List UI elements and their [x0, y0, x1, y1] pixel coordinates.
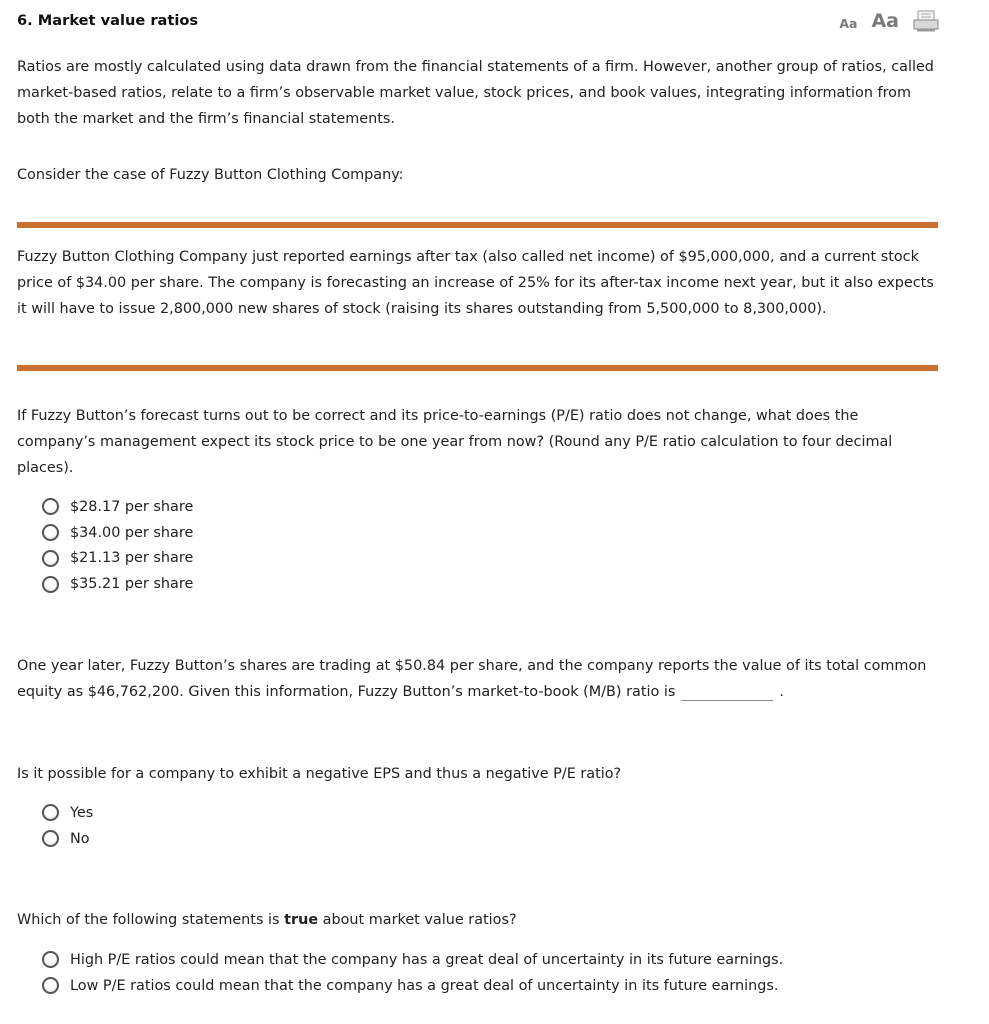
radio-button[interactable]	[42, 576, 59, 593]
question1-options	[42, 494, 193, 597]
option-label: $21.13 per share	[70, 550, 194, 567]
question2-text-before: One year later, Fuzzy Button’s shares are trading at $50.84 per share, and the company reports the value of its total common equity as $46,762,200. Given this information, Fuzzy Button’s market-to-book (M/B) ratio is	[17, 658, 927, 700]
radio-button[interactable]	[42, 524, 59, 541]
question4-options	[42, 947, 783, 999]
question-title: 6. Market value ratios	[17, 12, 199, 29]
question1-text: If Fuzzy Button’s forecast turns out to be correct and its price-to-earnings (P/E) ratio does not change, what does the company’s management expect its stock price to be one year from now? (Round any P/E ratio calculation to four decimal places).	[17, 408, 893, 476]
intro-paragraph: Ratios are mostly calculated using data drawn from the financial statements of a firm. However, another group of ratios, called market-based ratios, relate to a firm’s observable market value, stock prices, and book values, integrating information from both the market and the firm’s financial statements.	[17, 59, 934, 127]
option-label: $28.17 per share	[70, 498, 194, 515]
question2-text-after: .	[779, 683, 784, 700]
question1-option-4[interactable]	[42, 571, 193, 597]
mb-ratio-input[interactable]	[681, 684, 773, 701]
radio-button[interactable]	[42, 498, 59, 515]
toolbar	[839, 10, 939, 32]
case-divider-top	[17, 222, 938, 228]
case-text: Fuzzy Button Clothing Company just reported earnings after tax (also called net income) of $95,000,000, and a current stock price of $34.00 per share. The company is forecasting an increase of 25% for its after-tax income next year, but it also expects it will have to issue 2,800,000 new shares of stock (raising its shares outstanding from 5,500,000 to 8,300,000).	[17, 249, 934, 317]
question1-option-2[interactable]	[42, 520, 193, 546]
question4-option-2[interactable]	[42, 973, 783, 999]
radio-button[interactable]	[42, 550, 59, 567]
print-icon[interactable]	[913, 10, 939, 32]
question1-option-1[interactable]	[42, 494, 193, 520]
question3-text: Is it possible for a company to exhibit a negative EPS and thus a negative P/E ratio?	[17, 766, 622, 782]
radio-button[interactable]	[42, 830, 59, 847]
option-label: High P/E ratios could mean that the company has a great deal of uncertainty in its future earnings.	[70, 951, 784, 968]
radio-button[interactable]	[42, 804, 59, 821]
question3-option-yes[interactable]	[42, 800, 93, 826]
radio-button[interactable]	[42, 951, 59, 968]
option-label: Yes	[70, 804, 94, 821]
question4-text-before: Which of the following statements is	[17, 912, 285, 928]
option-label: No	[70, 830, 90, 847]
case-intro: Consider the case of Fuzzy Button Clothing Company:	[17, 167, 404, 183]
radio-button[interactable]	[42, 977, 59, 994]
question4-text-bold: true	[284, 912, 319, 928]
question2-text	[17, 654, 937, 706]
question1-option-3[interactable]	[42, 546, 193, 572]
case-divider-bottom	[17, 365, 938, 371]
question4-text-after: about market value ratios?	[318, 912, 517, 928]
font-size-large-button[interactable]: Aa	[871, 10, 899, 32]
option-label: Low P/E ratios could mean that the company has a great deal of uncertainty in its future earnings.	[70, 977, 779, 994]
question4-option-1[interactable]	[42, 947, 783, 973]
option-label: $35.21 per share	[70, 576, 194, 593]
question3-options	[42, 800, 93, 852]
option-label: $34.00 per share	[70, 524, 194, 541]
font-size-small-button[interactable]: Aa	[839, 15, 858, 31]
question3-option-no[interactable]	[42, 826, 93, 852]
question4-text	[17, 908, 937, 934]
